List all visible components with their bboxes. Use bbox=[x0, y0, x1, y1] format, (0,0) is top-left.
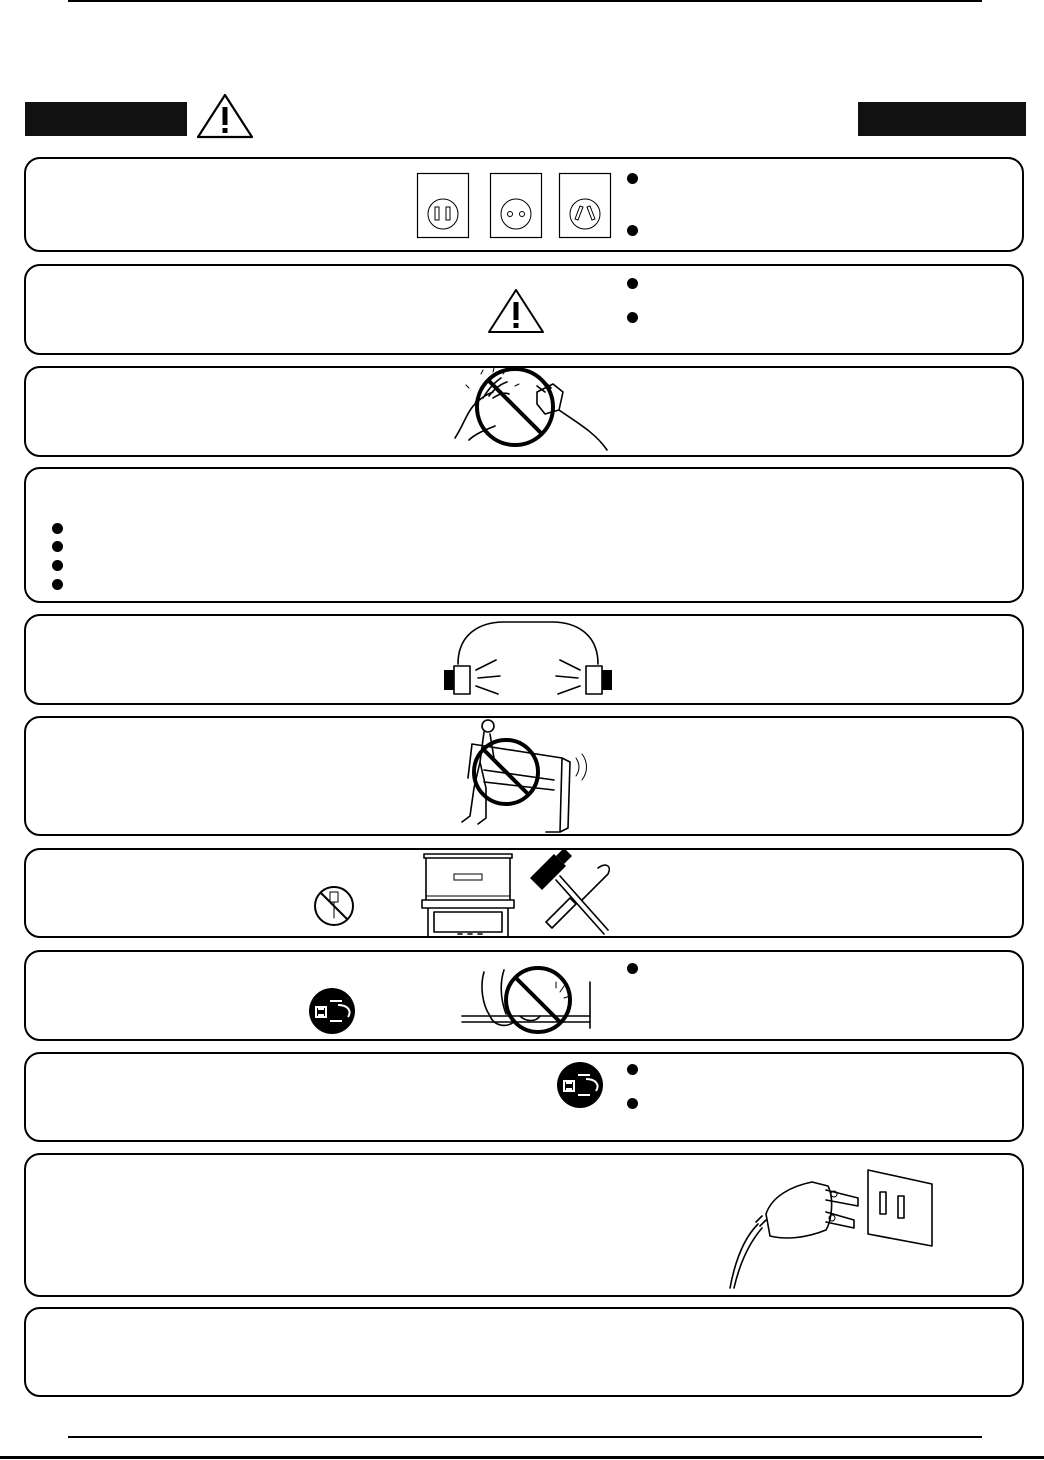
page-bottom-rule bbox=[0, 1456, 1044, 1459]
outlet-two-flat-pin-icon bbox=[417, 173, 469, 239]
headphones-icon bbox=[440, 618, 616, 700]
bullet bbox=[52, 579, 63, 590]
bullet bbox=[627, 173, 638, 184]
outlet-angled-pin-icon bbox=[559, 173, 611, 239]
bullet bbox=[627, 312, 638, 323]
unplug-icon bbox=[556, 1061, 604, 1109]
footer-rule bbox=[68, 1436, 982, 1438]
hammer-screwdriver-icon bbox=[526, 848, 616, 938]
wet-hand-plug-prohibited-icon bbox=[445, 368, 615, 454]
leaning-on-piano-prohibited-icon bbox=[450, 718, 600, 834]
panel-bottom bbox=[24, 1307, 1024, 1397]
hand-under-fallboard-prohibited-icon bbox=[460, 952, 600, 1038]
no-disassembly-icon bbox=[308, 884, 360, 928]
unplug-icon bbox=[308, 987, 356, 1035]
upright-piano-icon bbox=[418, 850, 518, 940]
warning-label-right bbox=[858, 102, 1026, 136]
panel-list bbox=[24, 467, 1024, 603]
warning-triangle-icon bbox=[196, 92, 256, 140]
bullet bbox=[627, 963, 638, 974]
bullet bbox=[52, 523, 63, 534]
panel-unplug bbox=[24, 1052, 1024, 1142]
plug-and-wall-outlet-icon bbox=[722, 1158, 942, 1290]
warning-label-left bbox=[25, 102, 187, 136]
warning-triangle-icon bbox=[488, 287, 546, 335]
outlet-two-round-pin-icon bbox=[490, 173, 542, 239]
panel-no-disassembly bbox=[24, 848, 1024, 938]
bullet bbox=[627, 278, 638, 289]
bullet bbox=[52, 560, 63, 571]
header-rule bbox=[68, 0, 982, 2]
bullet bbox=[627, 225, 638, 236]
bullet bbox=[627, 1064, 638, 1075]
bullet bbox=[52, 541, 63, 552]
bullet bbox=[627, 1098, 638, 1109]
